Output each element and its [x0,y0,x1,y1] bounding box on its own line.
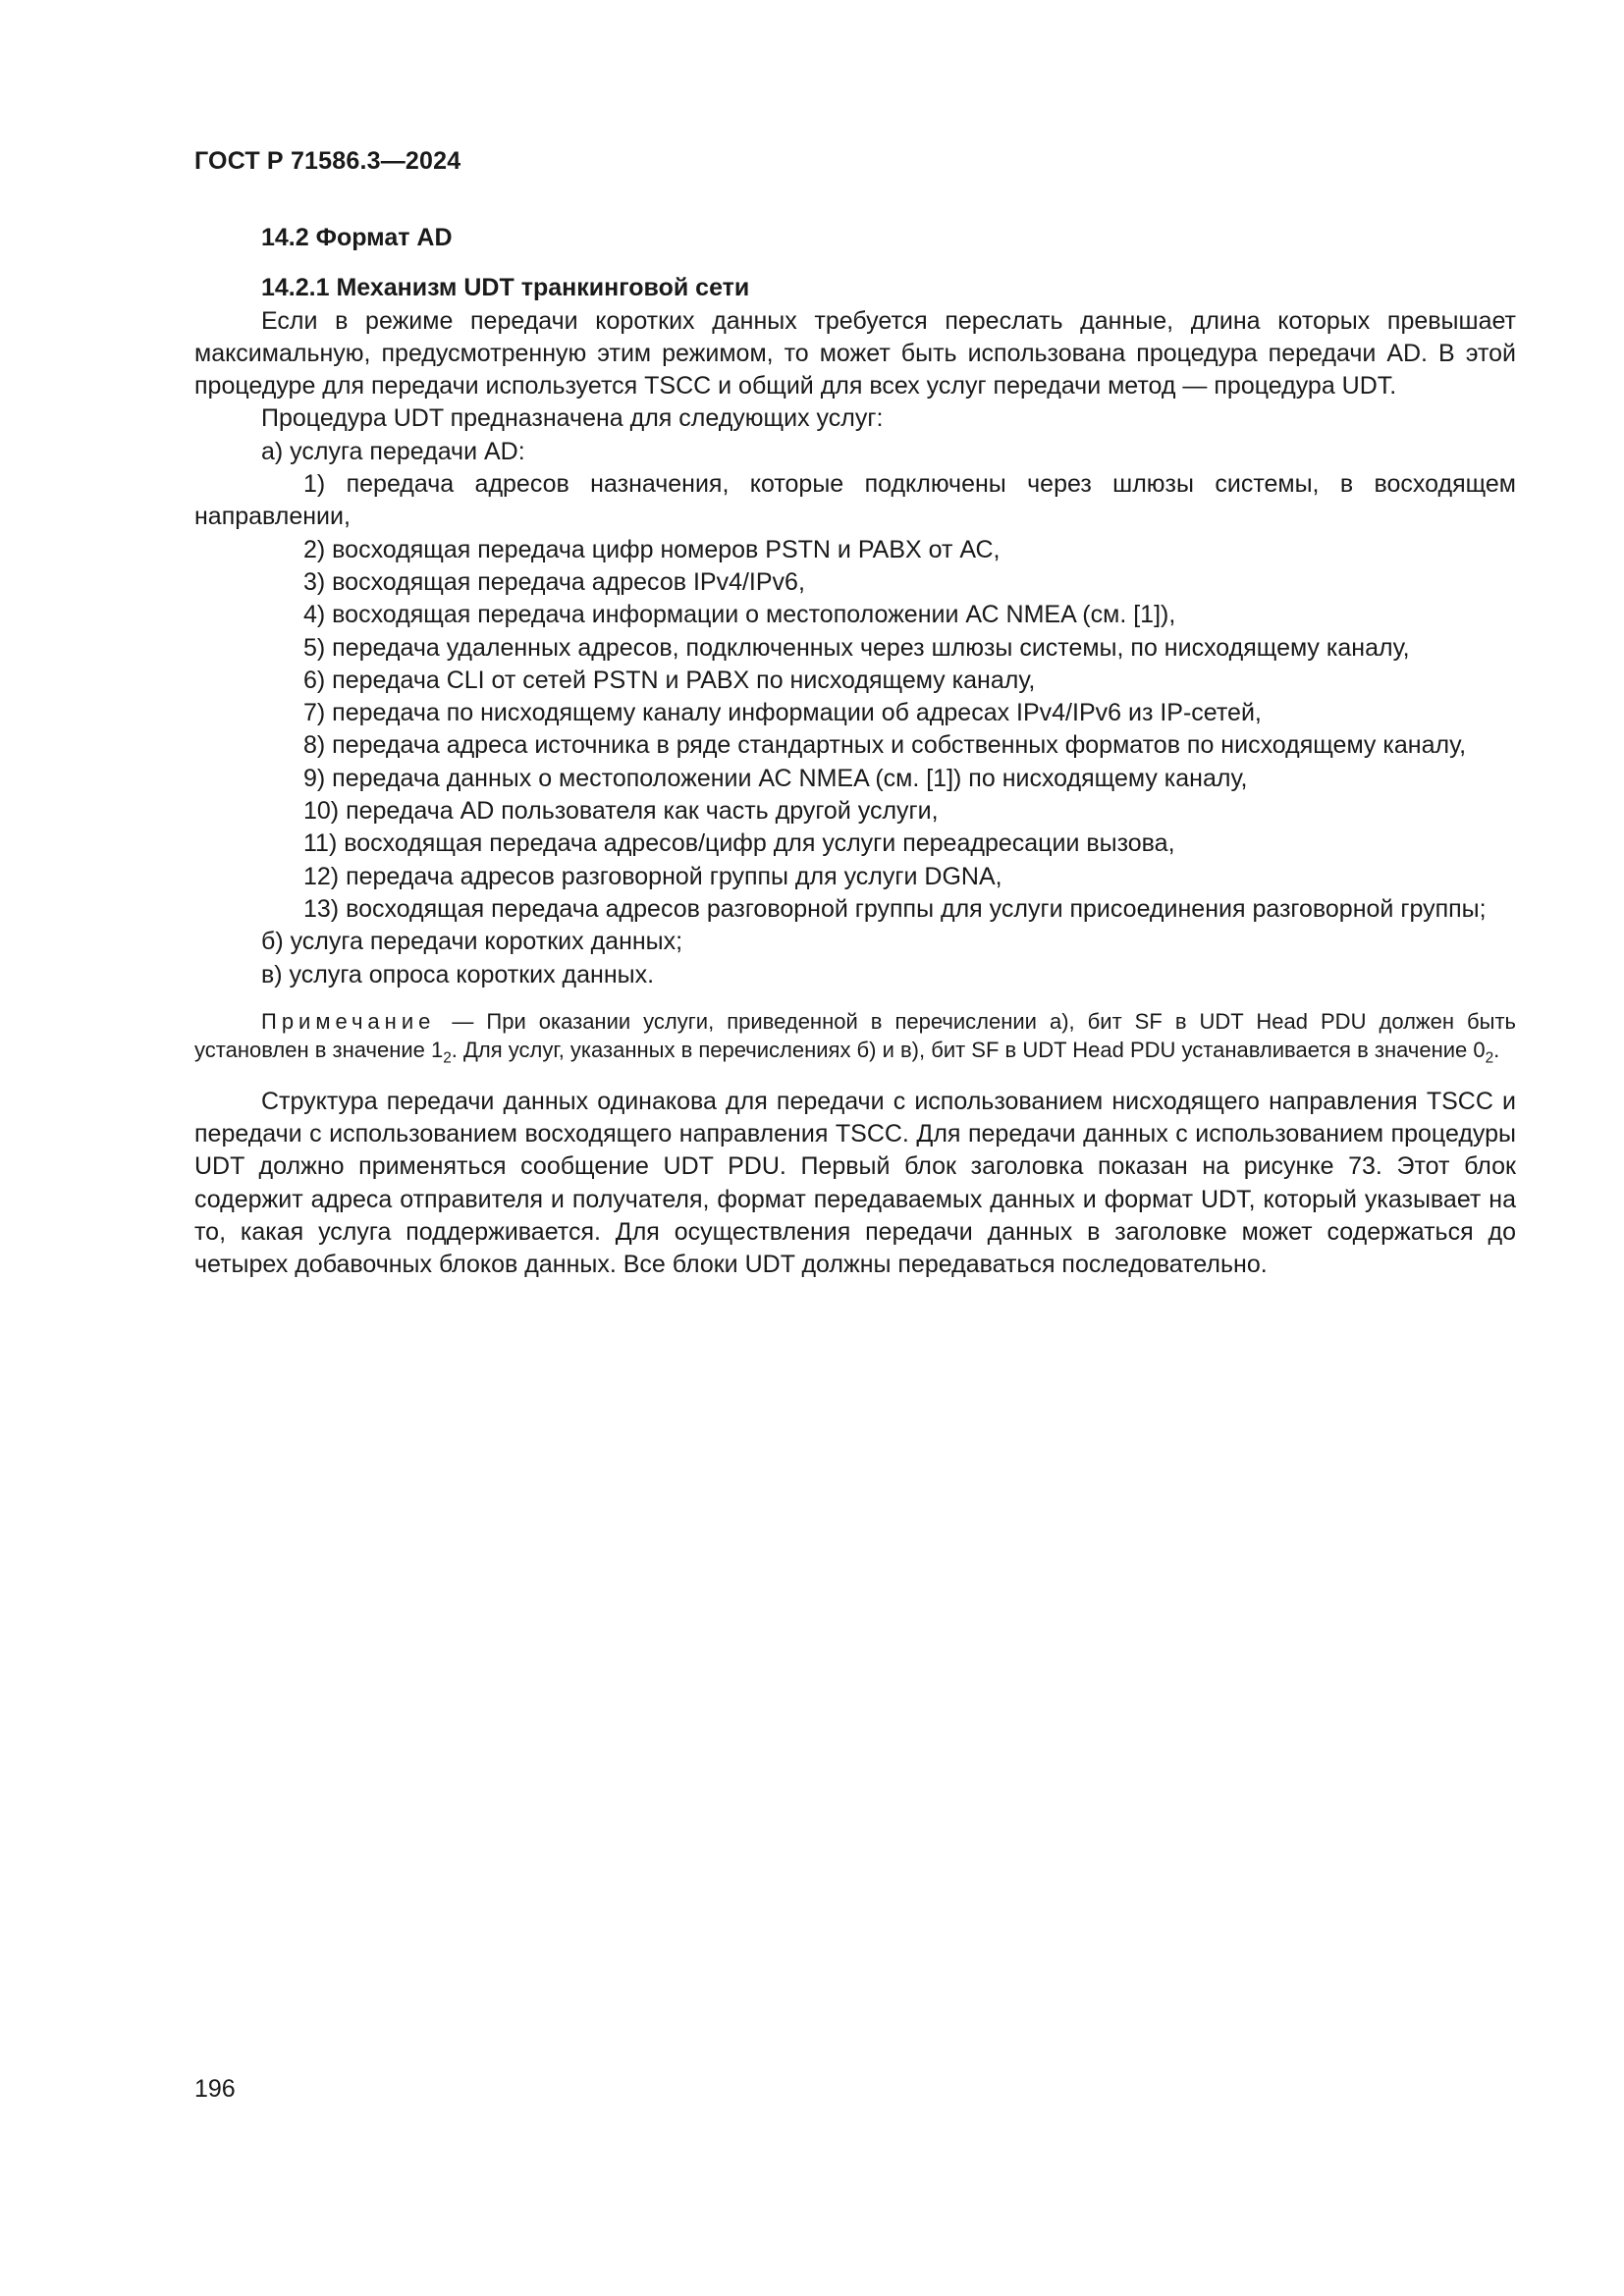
list-subitem: 10) передача AD пользователя как часть другой услуги, [303,797,939,826]
note-text-part3: . [1493,1037,1500,1062]
note-text-part2: . Для услуг, указанных в перечислениях б) и в), бит SF в UDT Head PDU устанавливается в значение 0 [451,1037,1486,1062]
list-item-a: а) услуга передачи AD: [261,437,525,465]
list-subitem: 3) восходящая передача адресов IPv4/IPv6, [303,567,805,596]
intro-paragraph: Если в режиме передачи коротких данных требуется переслать данные, длина которых превышает максимальную, предусмотренную этим режимом, то может быть использована процедура передачи AD. В этой процедуре для передачи используется TSCC и общий для всех услуг передачи метод — процедура UDT. [194,306,1516,400]
section-heading: 14.2 Формат AD [261,224,453,251]
list-subitem: 11) восходящая передача адресов/цифр для услуги переадресации вызова, [303,829,1175,858]
list-subitem: 1) передача адресов назначения, которые подключены через шлюзы системы, в восходящем направлении, [194,470,1516,531]
list-subitem: 5) передача удаленных адресов, подключенных через шлюзы системы, по нисходящему каналу, [303,633,1410,662]
subsection-heading: 14.2.1 Механизм UDT транкинговой сети [261,274,750,302]
note [194,1007,1516,1067]
note-text-part1: — При оказании услуги, приведенной в перечислении а), бит SF в UDT Head PDU должен быть установлен в значение 1 [194,1008,1516,1062]
purpose-paragraph: Процедура UDT предназначена для следующих услуг: [261,404,884,433]
list-subitem: 6) передача CLI от сетей PSTN и PABX по нисходящему каналу, [303,666,1036,694]
list-subitem: 2) восходящая передача цифр номеров PSTN и PABX от АС, [303,535,1001,563]
subscript-base: 2 [1485,1049,1494,1067]
list-subitem: 8) передача адреса источника в ряде стандартных и собственных форматов по нисходящему каналу, [303,731,1467,760]
standard-designation: ГОСТ Р 71586.3—2024 [194,147,461,175]
note-label: Примечание [261,1008,436,1034]
list-subitem: 9) передача данных о местоположении АС NMEA (см. [1]) по нисходящему каналу, [303,764,1248,792]
list-item-b: б) услуга передачи коротких данных; [261,928,683,956]
page-content [194,222,1516,1282]
list-subitem: 13) восходящая передача адресов разговорной группы для услуги присоединения разговорной группы; [303,894,1487,923]
subscript-base: 2 [443,1049,452,1067]
list-subitem: 4) восходящая передача информации о местоположении АС NMEA (см. [1]), [303,601,1176,629]
structure-paragraph: Структура передачи данных одинакова для передачи с использованием нисходящего направления TSCC и передачи с использованием восходящего направления TSCC. Для передачи данных с использованием процедуры UDT должно применяться сообщение UDT PDU. Первый блок заголовка показан на рисунке 73. Этот блок содержит адреса отправителя и получателя, формат передаваемых данных и формат UDT, который указывает на то, какая услуга поддерживается. Для осуществления передачи данных в заголовке может содержаться до четырех добавочных блоков данных. Все блоки UDT должны передаваться последовательно. [194,1087,1516,1279]
page-number: 196 [194,2075,236,2103]
list-item-c: в) услуга опроса коротких данных. [261,960,655,988]
list-subitem: 7) передача по нисходящему каналу информации об адресах IPv4/IPv6 из IP-сетей, [303,699,1262,727]
list-subitem: 12) передача адресов разговорной группы для услуги DGNA, [303,862,1002,890]
